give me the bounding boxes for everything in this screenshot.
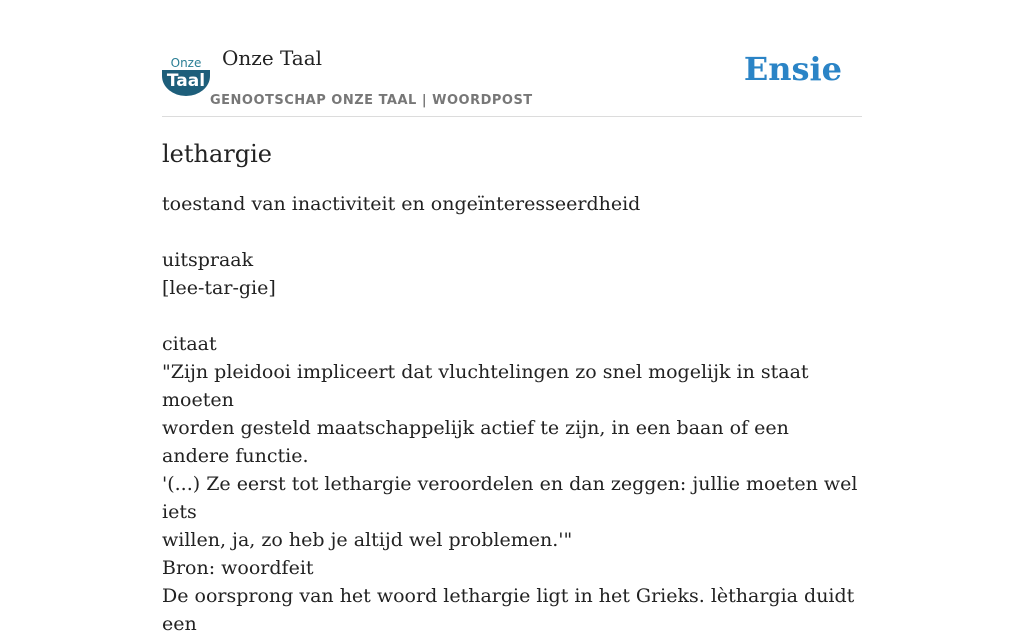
entry-content [162, 136, 862, 638]
quote-source: Bron: woordfeit [162, 557, 314, 579]
site-title[interactable]: Onze Taal [222, 46, 323, 70]
logo-text-bottom: Taal [166, 71, 206, 91]
entry-definition: toestand van inactiviteit en ongeïnteresseerdheid [162, 193, 641, 215]
site-subtitle: GENOOTSCHAP ONZE TAAL | WOORDPOST [210, 93, 533, 108]
onze-taal-logo[interactable] [162, 52, 210, 96]
pronunciation-value: [lee-tar-gie] [162, 277, 276, 299]
pronunciation-label: uitspraak [162, 249, 254, 271]
logo-text-top: Onze [170, 56, 202, 70]
ensie-brand-logo[interactable]: Ensie [743, 50, 842, 88]
quote-line: "Zijn pleidooi impliceert dat vluchtelingen zo snel mogelijk in staat moeten [162, 361, 809, 411]
quote-line: willen, ja, zo heb je altijd wel problemen.'" [162, 529, 573, 551]
site-header [162, 40, 862, 117]
quote-label: citaat [162, 333, 217, 355]
origin-text: De oorsprong van het woord lethargie ligt in het Grieks. lèthargia duidt een [162, 585, 855, 635]
quote-line: worden gesteld maatschappelijk actief te zijn, in een baan of een andere functie. [162, 417, 789, 467]
quote-line: '(...) Ze eerst tot lethargie veroordelen en dan zeggen: jullie moeten wel iets [162, 473, 858, 523]
entry-word: lethargie [162, 140, 273, 168]
